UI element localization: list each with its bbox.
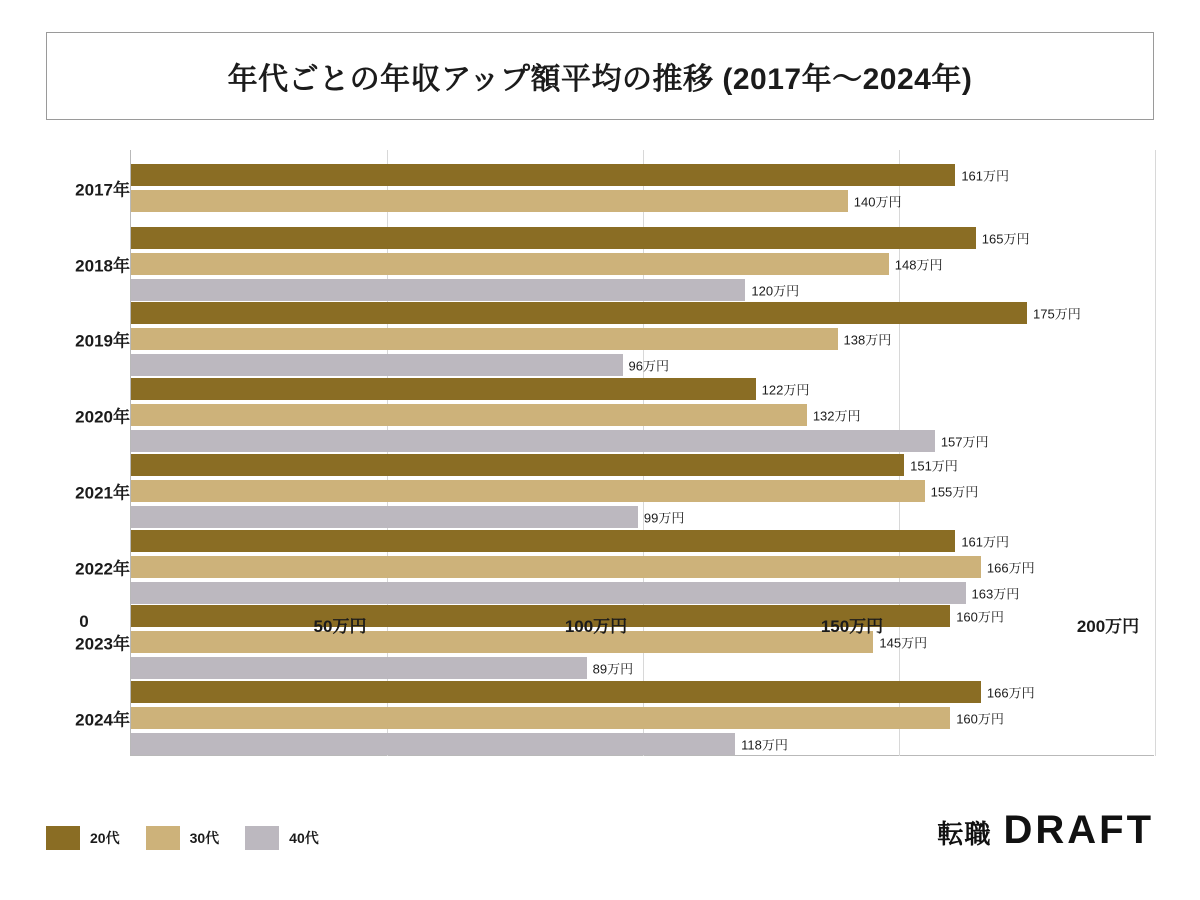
- chart-canvas: [46, 150, 1154, 780]
- bar: [131, 279, 745, 301]
- bar-value-label: 157万円: [940, 434, 989, 450]
- bar: [131, 253, 889, 275]
- brand-logo-en: DRAFT: [1003, 808, 1154, 852]
- bar: [131, 328, 838, 350]
- legend-label: 20代: [90, 830, 120, 846]
- legend-swatch: [46, 826, 80, 850]
- category-axis-label: 2020年: [75, 407, 130, 427]
- bar-value-label: 151万円: [910, 458, 958, 474]
- bar-value-label: 89万円: [592, 661, 634, 677]
- category-axis-label: 2021年: [75, 483, 130, 503]
- bar: [131, 302, 1027, 324]
- gridline: [1155, 150, 1156, 756]
- bar-value-label: 165万円: [981, 231, 1030, 247]
- value-axis-tick: 0: [79, 612, 89, 631]
- category-axis-label: 2024年: [75, 710, 130, 730]
- category-axis-label: 2023年: [75, 634, 130, 654]
- page-title: 年代ごとの年収アップ額平均の推移 (2017年〜2024年): [227, 63, 973, 96]
- bar-value-label: 166万円: [986, 685, 1035, 701]
- legend-item[interactable]: [146, 826, 220, 850]
- value-axis-tick: 200万円: [1076, 617, 1140, 636]
- bar-value-label: 132万円: [812, 408, 861, 424]
- bar: [131, 227, 976, 249]
- bar-value-label: 160万円: [956, 711, 1004, 727]
- bar: [131, 404, 807, 426]
- legend-swatch: [245, 826, 279, 850]
- bar: [131, 480, 925, 502]
- bar-value-label: 175万円: [1033, 306, 1081, 322]
- bar: [131, 164, 955, 186]
- legend-swatch: [146, 826, 180, 850]
- bar-value-label: 96万円: [628, 358, 669, 374]
- bar-value-label: 161万円: [961, 168, 1010, 184]
- bar-value-label: 161万円: [961, 534, 1010, 550]
- bar: [131, 506, 638, 528]
- plot-area: [130, 150, 1154, 756]
- category-axis-label: 2019年: [75, 331, 130, 351]
- bar-value-label: 148万円: [894, 257, 943, 273]
- bar-value-label: 155万円: [930, 484, 979, 500]
- value-axis-tick: 150万円: [820, 617, 884, 636]
- bar-value-label: 120万円: [751, 283, 800, 299]
- bar: [131, 430, 935, 452]
- category-axis-label: 2018年: [75, 256, 130, 276]
- bar: [131, 378, 756, 400]
- chart-legend: [46, 818, 319, 858]
- bar: [131, 681, 981, 703]
- legend-item[interactable]: [46, 826, 120, 850]
- category-axis-label: 2017年: [75, 180, 130, 200]
- bar-value-label: 138万円: [843, 332, 892, 348]
- bar: [131, 657, 587, 679]
- bar: [131, 733, 735, 755]
- value-axis: [79, 608, 1140, 642]
- brand-logo-jp: 転職: [937, 819, 992, 849]
- bar-value-label: 122万円: [761, 382, 810, 398]
- bar: [131, 190, 848, 212]
- category-axis-label: 2022年: [75, 559, 130, 579]
- bar-value-label: 163万円: [971, 586, 1020, 602]
- bar: [131, 354, 623, 376]
- bar-value-label: 166万円: [986, 560, 1035, 576]
- bar: [131, 454, 904, 476]
- bar: [131, 582, 966, 604]
- bar-value-label: 140万円: [853, 194, 902, 210]
- category-axis: [46, 150, 130, 756]
- bar-value-label: 145万円: [879, 635, 928, 651]
- value-axis-tick: 50万円: [313, 617, 367, 636]
- bar: [131, 530, 955, 552]
- legend-label: 40代: [289, 830, 319, 846]
- value-axis-tick: 100万円: [564, 617, 628, 636]
- legend-item[interactable]: [245, 826, 319, 850]
- brand-logo: [937, 808, 1154, 853]
- bar-value-label: 160万円: [956, 609, 1004, 625]
- bar: [131, 707, 950, 729]
- bar: [131, 556, 981, 578]
- legend-label: 30代: [189, 830, 220, 846]
- bar-value-label: 118万円: [741, 737, 788, 753]
- chart-title-box: [46, 32, 1154, 120]
- bar-value-label: 99万円: [643, 510, 685, 526]
